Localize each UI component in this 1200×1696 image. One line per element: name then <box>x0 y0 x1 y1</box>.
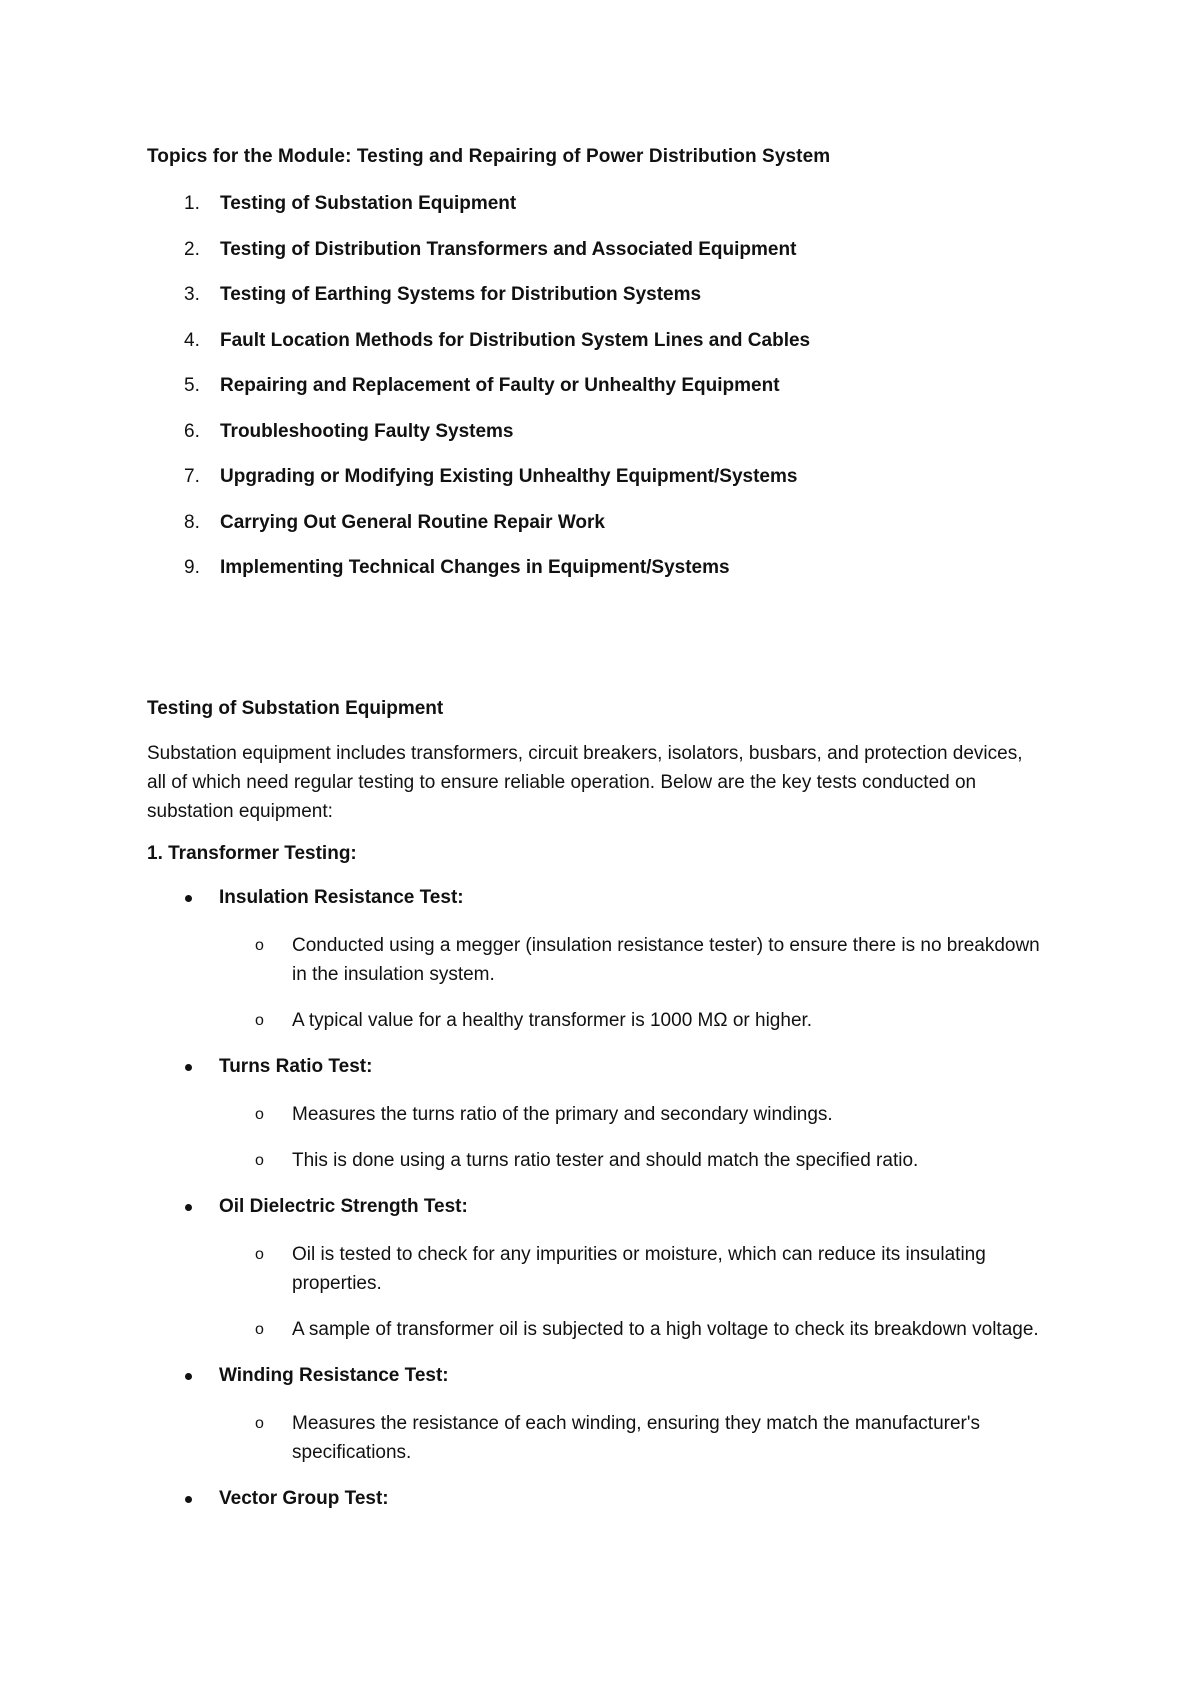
test-item <box>147 1487 1047 1511</box>
topic-text: Testing of Substation Equipment <box>220 193 517 214</box>
topic-number: 7. <box>184 466 200 487</box>
test-point <box>219 1006 1042 1035</box>
topic-item <box>147 375 1097 421</box>
test-point-text: Measures the resistance of each winding, ensuring they match the manufacturer's specifications. <box>292 1413 980 1463</box>
bullet-icon <box>185 895 192 902</box>
circle-marker-icon: o <box>255 1415 264 1432</box>
test-point-text: This is done using a turns ratio tester and should match the specified ratio. <box>292 1150 919 1171</box>
topic-number: 3. <box>184 284 200 305</box>
test-list <box>147 886 1047 1511</box>
topic-number: 6. <box>184 420 200 442</box>
bullet-icon <box>185 1064 192 1071</box>
test-point <box>219 1100 1042 1129</box>
test-item <box>147 1055 1047 1175</box>
topic-item <box>147 330 1097 376</box>
section-heading: Testing of Substation Equipment <box>147 698 444 719</box>
substation-testing-section <box>147 697 1047 1511</box>
topic-number: 1. <box>184 193 200 214</box>
test-label: Oil Dielectric Strength Test: <box>219 1196 468 1217</box>
test-point <box>219 1240 1042 1298</box>
test-points <box>219 1409 1047 1467</box>
circle-marker-icon: o <box>255 1152 264 1169</box>
test-point <box>219 1315 1042 1344</box>
bullet-icon <box>185 1496 192 1503</box>
document-title: Topics for the Module: Testing and Repairing of Power Distribution System <box>147 146 831 167</box>
topic-number: 2. <box>184 238 200 260</box>
test-points <box>219 1100 1047 1175</box>
section-intro: Substation equipment includes transformers, circuit breakers, isolators, busbars, and protection devices, all of which need regular testing to ensure reliable operation. Below are the key tests conducted on substation equipment: <box>147 743 1023 822</box>
topic-item <box>147 466 1097 512</box>
topic-item <box>147 284 1097 330</box>
test-label: Insulation Resistance Test: <box>219 887 464 908</box>
topic-text: Troubleshooting Faulty Systems <box>220 420 514 442</box>
topic-item <box>147 193 1097 239</box>
topic-number: 9. <box>184 557 200 578</box>
topic-text: Carrying Out General Routine Repair Work <box>220 511 606 533</box>
topic-text: Implementing Technical Changes in Equipment/Systems <box>220 557 730 578</box>
topic-item <box>147 512 1097 558</box>
topic-text: Testing of Distribution Transformers and Associated Equipment <box>220 238 797 260</box>
transformer-testing-heading: 1. Transformer Testing: <box>147 843 357 864</box>
circle-marker-icon: o <box>255 1321 264 1338</box>
topic-item <box>147 557 1097 603</box>
test-point-text: Oil is tested to check for any impurities or moisture, which can reduce its insulating properties. <box>292 1244 986 1294</box>
topic-text: Testing of Earthing Systems for Distribution Systems <box>220 284 702 305</box>
topic-number: 8. <box>184 511 200 533</box>
test-label: Vector Group Test: <box>219 1488 389 1509</box>
bullet-icon <box>185 1204 192 1211</box>
test-point-text: Conducted using a megger (insulation resistance tester) to ensure there is no breakdown in the insulation system. <box>292 935 1040 985</box>
topic-text: Upgrading or Modifying Existing Unhealthy Equipment/Systems <box>220 466 798 487</box>
circle-marker-icon: o <box>255 1106 264 1123</box>
test-points <box>219 1240 1047 1344</box>
test-point-text: A typical value for a healthy transformer is 1000 MΩ or higher. <box>292 1010 813 1031</box>
topic-item <box>147 239 1097 285</box>
circle-marker-icon: o <box>255 1012 264 1029</box>
test-point <box>219 1146 1042 1175</box>
circle-marker-icon: o <box>255 1246 264 1263</box>
test-item <box>147 886 1047 1035</box>
topic-text: Fault Location Methods for Distribution System Lines and Cables <box>220 329 811 351</box>
topic-text: Repairing and Replacement of Faulty or Unhealthy Equipment <box>220 375 780 396</box>
circle-marker-icon: o <box>255 937 264 954</box>
test-point <box>219 931 1042 989</box>
test-point-text: A sample of transformer oil is subjected to a high voltage to check its breakdown voltage. <box>292 1319 1039 1340</box>
test-point-text: Measures the turns ratio of the primary and secondary windings. <box>292 1104 833 1125</box>
test-label: Winding Resistance Test: <box>219 1365 449 1386</box>
test-item <box>147 1364 1047 1467</box>
topic-item <box>147 421 1097 467</box>
test-points <box>219 931 1047 1035</box>
test-label: Turns Ratio Test: <box>219 1056 373 1077</box>
bullet-icon <box>185 1373 192 1380</box>
topic-number: 5. <box>184 375 200 396</box>
test-item <box>147 1195 1047 1344</box>
test-point <box>219 1409 1042 1467</box>
topics-list <box>147 193 1097 603</box>
topic-number: 4. <box>184 329 200 351</box>
